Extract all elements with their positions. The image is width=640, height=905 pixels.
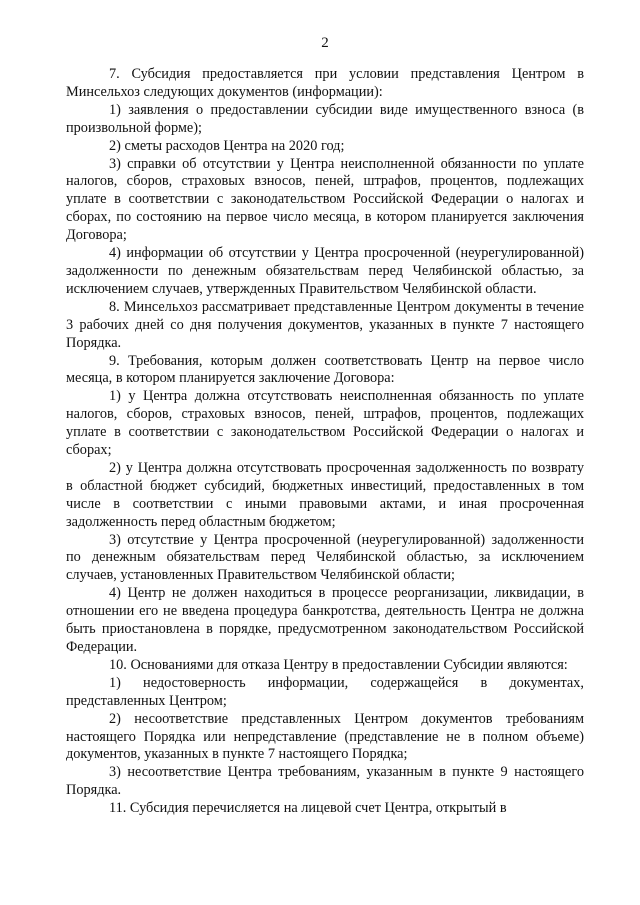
paragraph-11: 11. Субсидия перечисляется на лицевой счет Центра, открытый в bbox=[109, 800, 507, 817]
paragraph-10: 10. Основаниями для отказа Центру в предоставлении Субсидии являются: bbox=[109, 656, 568, 673]
paragraph-10-item-2: 2) несоответствие представленных Центром документов требованиям настоящего Порядка или непредставление (представление не в полном объеме) документов, указанных в пункте 7 настоящего Порядка; bbox=[66, 710, 584, 763]
paragraph-9-item-2: 2) у Центра должна отсутствовать просроченная задолженность по возврату в областной бюджет субсидий, бюджетных инвестиций, предоставленных в том числе в соответствии с иными правовыми актами, и иная просроченная задолженность перед областным бюджетом; bbox=[66, 459, 584, 530]
paragraph-10-item-1: 1) недостоверность информации, содержащейся в документах, представленных Центром; bbox=[66, 674, 584, 709]
paragraph-9-item-4: 4) Центр не должен находиться в процессе реорганизации, ликвидации, в отношении его не введена процедура банкротства, деятельность Центра не должна быть приостановлена в порядке, предусмотренном законодательством Российской Федерации. bbox=[66, 585, 584, 655]
paragraph-9: 9. Требования, которым должен соответствовать Центр на первое число месяца, в котором планируется заключение Договора: bbox=[66, 352, 584, 387]
paragraph-7-item-2: 2) сметы расходов Центра на 2020 год; bbox=[109, 137, 345, 154]
paragraph-7: 7. Субсидия предоставляется при условии представления Центром в Минсельхоз следующих документов (информации): bbox=[66, 66, 584, 100]
paragraph-7-item-3: 3) справки об отсутствии у Центра неисполненной обязанности по уплате налогов, сборов, страховых взносов, пеней, штрафов, процентов, подлежащих уплате в соответствии с законодательством Российской Федерации о налогах и сборах, по состоянию на первое число месяца, в котором планируется заключения Договора; bbox=[66, 155, 584, 244]
paragraph-10-item-3: 3) несоответствие Центра требованиям, указанным в пункте 9 настоящего Порядка. bbox=[66, 764, 584, 799]
paragraph-7-item-4: 4) информации об отсутствии у Центра просроченной (неурегулированной) задолженности по денежным обязательствам перед Челябинской областью, за исключением случаев, утвержденных Правительством Челябинской области. bbox=[66, 245, 584, 297]
paragraph-8: 8. Минсельхоз рассматривает представленные Центром документы в течение 3 рабочих дней со дня получения документов, указанных в пункте 7 настоящего Порядка. bbox=[66, 298, 584, 351]
page-number: 2 bbox=[321, 35, 329, 51]
paragraph-9-item-3: 3) отсутствие у Центра просроченной (неурегулированной) задолженности по денежным обязательствам перед Челябинской областью, за исключением случаев, установленных Правительством Челябинской области; bbox=[66, 531, 584, 584]
paragraph-9-item-1: 1) у Центра должна отсутствовать неисполненная обязанность по уплате налогов, сборов, страховых взносов, пеней, штрафов, процентов, подлежащих уплате в соответствии с законодательством Российской Федерации о налогах и сборах; bbox=[66, 388, 584, 459]
document-body bbox=[66, 66, 584, 818]
paragraph-7-item-1: 1) заявления о предоставлении субсидии виде имущественного взноса (в произвольной форме); bbox=[66, 101, 584, 136]
